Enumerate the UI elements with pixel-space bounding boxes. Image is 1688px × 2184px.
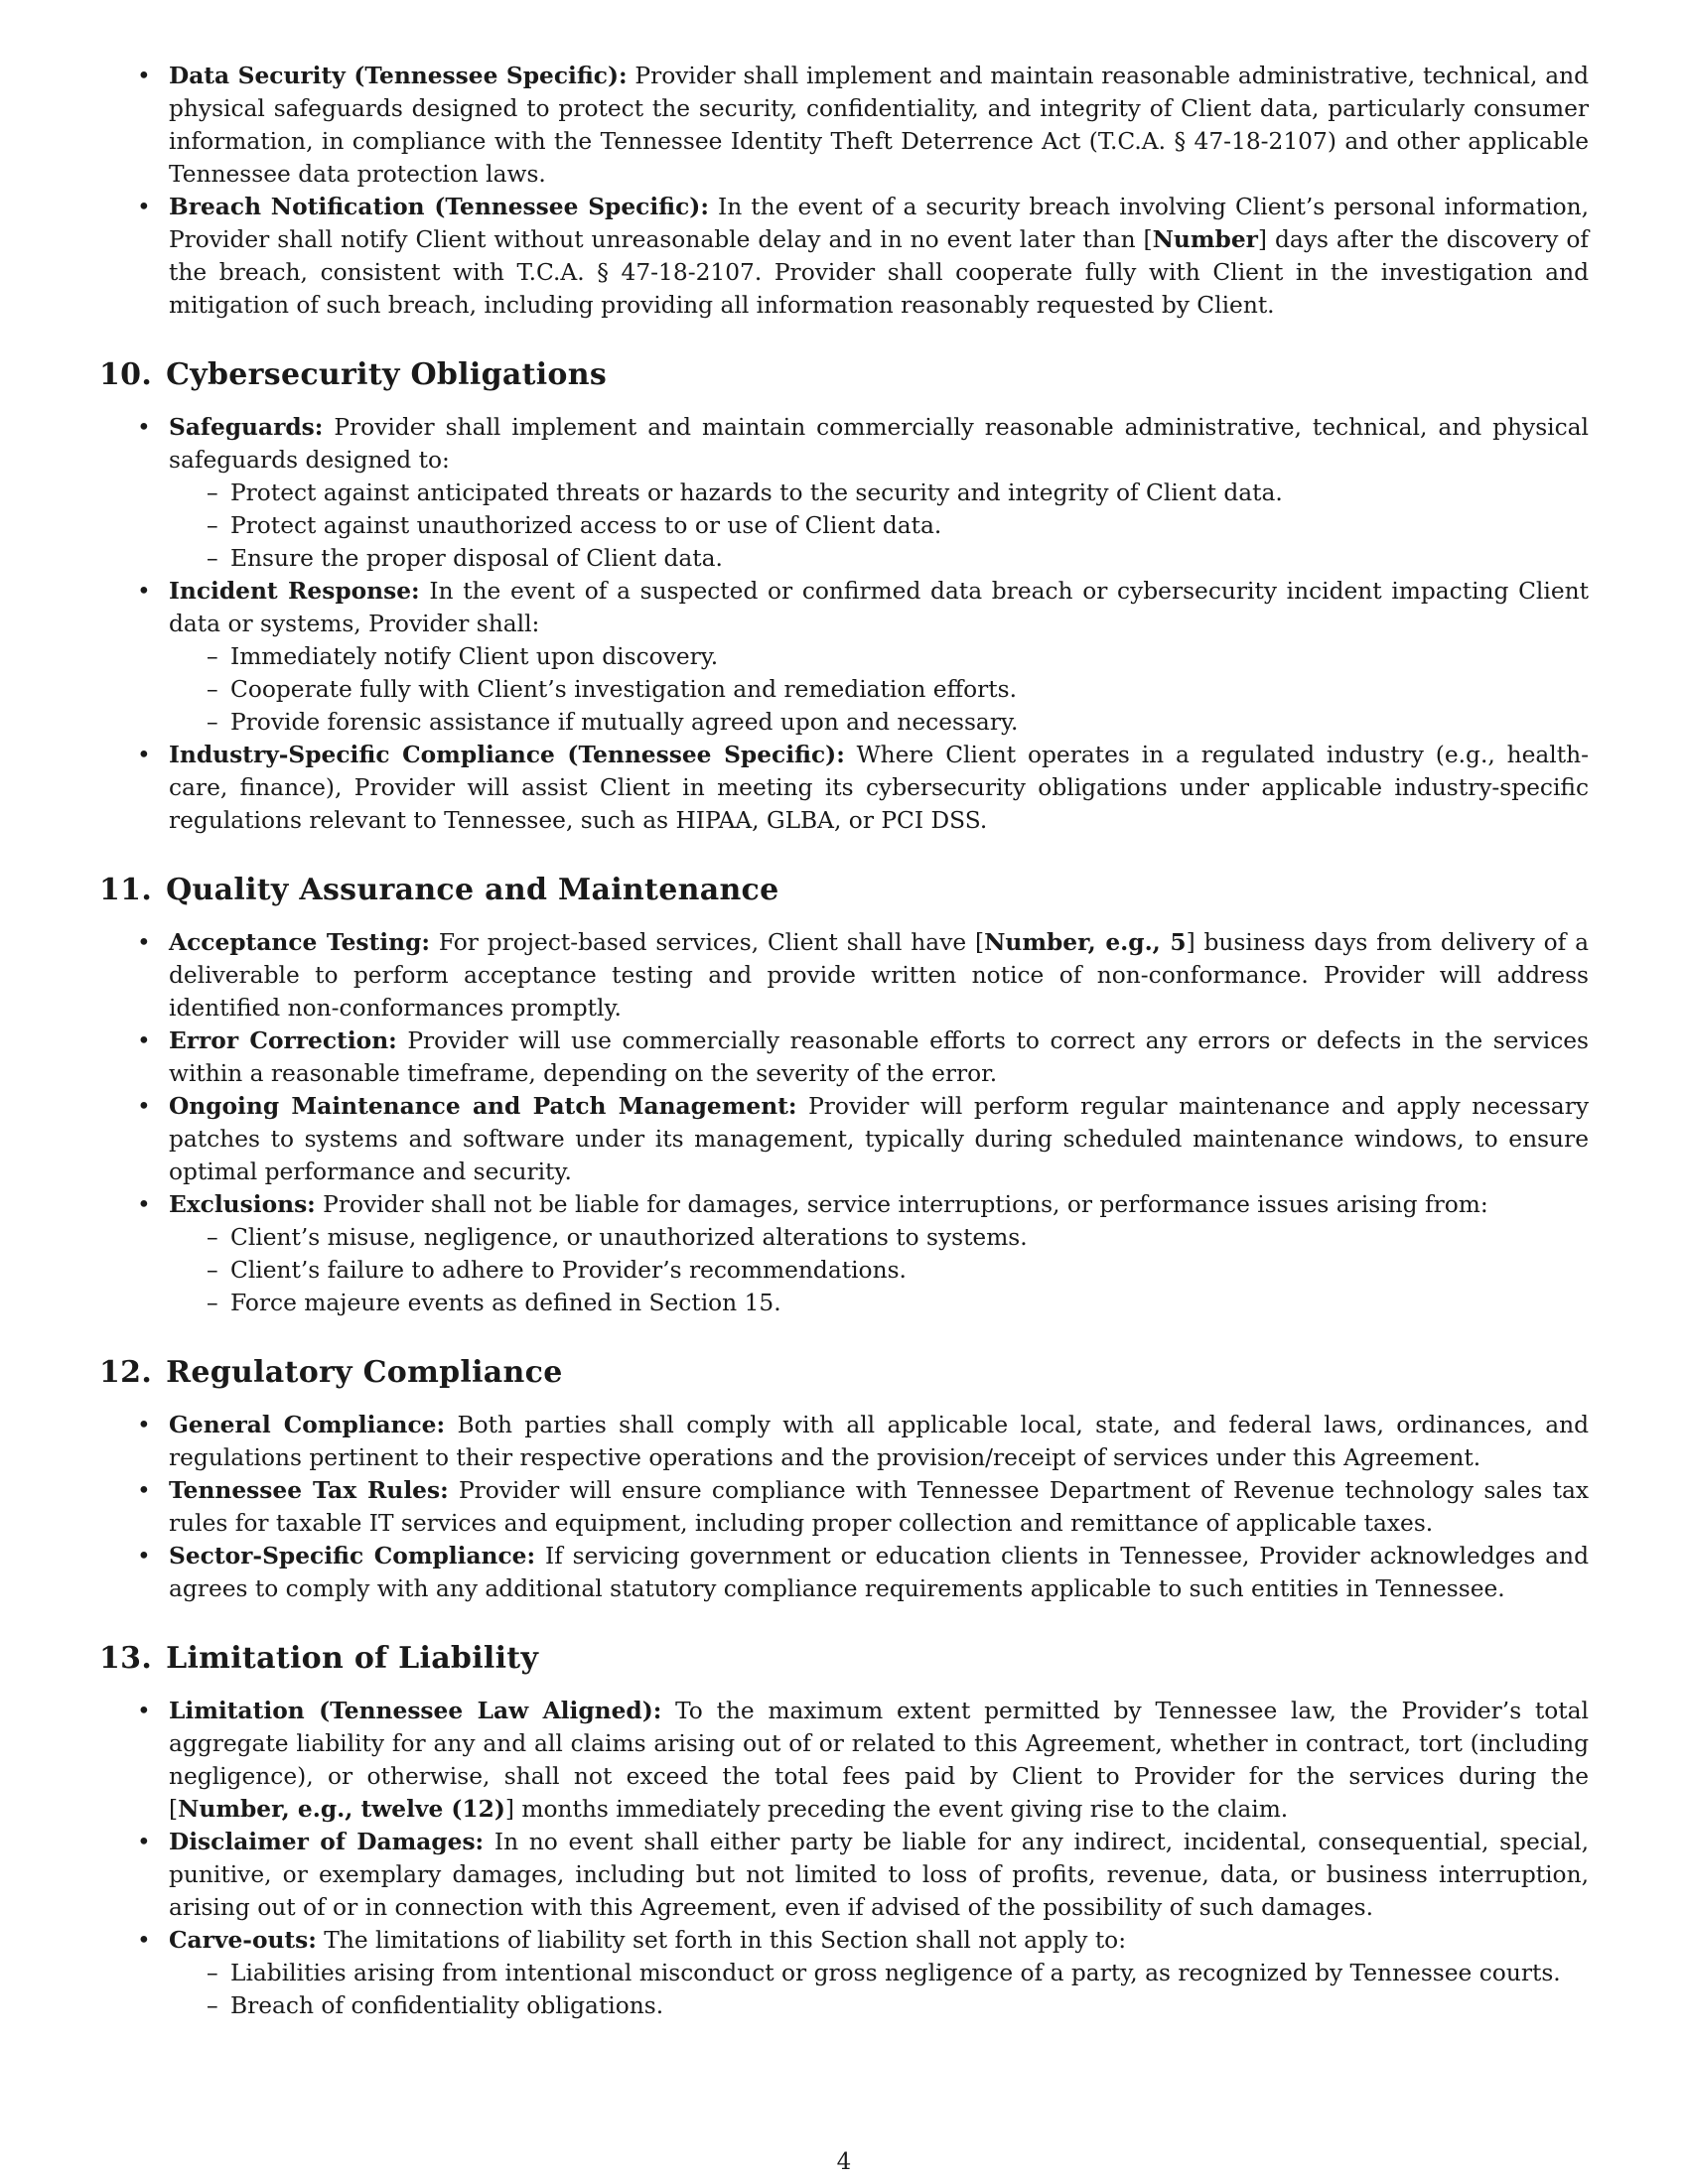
sub-list [169, 1957, 1589, 2022]
item-text: Provider shall implement and maintain commercially reasonable administrative, technical, and physical safeguards designed to: [169, 414, 1589, 474]
section-heading-12 [99, 1355, 1589, 1391]
sub-list [169, 1221, 1589, 1319]
list-item [99, 1024, 1589, 1090]
item-label: Acceptance Testing: [169, 929, 430, 956]
item-label: Industry-Specific Compliance (Tennessee Specific): [169, 742, 845, 768]
section-title: Limitation of Liability [166, 1641, 539, 1676]
section-heading-10 [99, 357, 1589, 393]
item-label: Limitation (Tennessee Law Aligned): [169, 1698, 662, 1724]
list-item [99, 575, 1589, 739]
list-item [99, 1695, 1589, 1826]
section-number: 11. [99, 873, 153, 907]
sub-item: – Breach of confidentiality obligations. [169, 1989, 1589, 2022]
intro-list [99, 60, 1589, 322]
placeholder-number: Number, e.g., 5 [984, 929, 1187, 956]
sub-item: – Cooperate fully with Client’s investigation and remediation efforts. [169, 673, 1589, 706]
item-text: In no event shall either party be liable for any indirect, incidental, consequential, special, punitive, or exemplary damages, including but not limited to loss of profits, revenue, data, or business interruption, arising out of or in connection with this Agreement, even if advised of the possibility of such damages. [169, 1829, 1589, 1921]
item-text: In the event of a security breach involving Client’s personal information, Provider shall notify Client without unreasonable delay and in no event later than [ [169, 194, 1590, 253]
item-label: Ongoing Maintenance and Patch Management: [169, 1093, 797, 1120]
section-title: Regulatory Compliance [166, 1355, 563, 1390]
item-text: To the maximum extent permitted by Tennessee law, the Provider’s total aggregate liability for any and all claims arising out of or related to this Agreement, whether in contract, tort (including negligence), or otherwise, shall not exceed the total fees paid by Client to Provider for the services during the [ [169, 1698, 1589, 1823]
item-label: General Compliance: [169, 1412, 446, 1438]
sub-item: – Liabilities arising from intentional misconduct or gross negligence of a party, as recognized by Tennessee courts. [169, 1957, 1589, 1989]
item-text: Provider shall implement and maintain reasonable administrative, technical, and physical safeguards designed to protect the security, confidentiality, and integrity of Client data, particularly consumer information, in compliance with the Tennessee Identity Theft Deterrence Act (T.C.A. § 47-18-2107) and other applicable Tennessee data protection laws. [169, 63, 1590, 188]
section-title: Quality Assurance and Maintenance [166, 873, 779, 907]
list-item [99, 1924, 1589, 2022]
sub-item: – Protect against anticipated threats or hazards to the security and integrity of Client data. [169, 477, 1589, 509]
item-text: In the event of a suspected or confirmed data breach or cybersecurity incident impacting Client data or systems, Provider shall: [169, 578, 1589, 637]
item-label: Disclaimer of Damages: [169, 1829, 485, 1855]
placeholder-number: Number, e.g., twelve (12) [178, 1796, 505, 1823]
list-item [99, 1540, 1589, 1605]
section-title: Cybersecurity Obligations [166, 357, 608, 392]
item-label: Exclusions: [169, 1191, 316, 1218]
item-text: For project-based services, Client shall have [ [429, 929, 985, 956]
item-label: Carve-outs: [169, 1927, 317, 1954]
item-text: ] days after the discovery of the breach, consistent with T.C.A. § 47-18-2107. Provider shall cooperate fully with Client in the investigation and mitigation of such breach, including providing all information reasonably requested by Client. [169, 226, 1589, 319]
section-number: 12. [99, 1355, 153, 1390]
section-10-list [99, 411, 1589, 837]
section-11-list [99, 926, 1589, 1319]
document-page [99, 60, 1589, 2022]
section-number: 13. [99, 1641, 153, 1676]
item-label: Breach Notification (Tennessee Specific): [169, 194, 709, 220]
section-12-list [99, 1409, 1589, 1605]
item-label: Incident Response: [169, 578, 420, 605]
list-item [99, 411, 1589, 575]
list-item [99, 60, 1589, 191]
item-text: ] business days from delivery of a deliverable to perform acceptance testing and provide written notice of non-conformance. Provider will address identified non-conformances promptly. [169, 929, 1589, 1022]
item-text: Provider will perform regular maintenance and apply necessary patches to systems and software under its management, typically during scheduled maintenance windows, to ensure optimal performance and security. [169, 1093, 1589, 1185]
item-label: Tennessee Tax Rules: [169, 1477, 449, 1504]
section-number: 10. [99, 357, 153, 392]
item-label: Safeguards: [169, 414, 324, 441]
sub-list [169, 640, 1589, 739]
list-item [99, 739, 1589, 837]
list-item [99, 1188, 1589, 1319]
section-heading-11 [99, 873, 1589, 908]
item-text: The limitations of liability set forth in this Section shall not apply to: [316, 1927, 1127, 1954]
list-item [99, 191, 1589, 322]
list-item [99, 926, 1589, 1024]
item-label: Sector-Specific Compliance: [169, 1543, 536, 1570]
sub-item: – Protect against unauthorized access to or use of Client data. [169, 509, 1589, 542]
item-text: Both parties shall comply with all applicable local, state, and federal laws, ordinances, and regulations pertinent to their respective operations and the provision/receipt of services under this Agreement. [169, 1412, 1590, 1471]
sub-item: – Provide forensic assistance if mutually agreed upon and necessary. [169, 706, 1589, 739]
placeholder-number: Number [1152, 226, 1258, 253]
item-text: Provider will ensure compliance with Tennessee Department of Revenue technology sales tax rules for taxable IT services and equipment, including proper collection and remittance of applicable taxes. [169, 1477, 1589, 1537]
sub-item: – Ensure the proper disposal of Client data. [169, 542, 1589, 575]
sub-item: – Force majeure events as defined in Section 15. [169, 1287, 1589, 1319]
section-13-list [99, 1695, 1589, 2022]
list-item [99, 1474, 1589, 1540]
item-text: If servicing government or education clients in Tennessee, Provider acknowledges and agrees to comply with any additional statutory compliance requirements applicable to such entities in Tennessee. [169, 1543, 1589, 1602]
sub-item: – Client’s failure to adhere to Provider’s recommendations. [169, 1254, 1589, 1287]
item-text: Where Client operates in a regulated industry (e.g., health-care, finance), Provider will assist Client in meeting its cybersecurity obligations under applicable industry-specific regulations relevant to Tennessee, such as HIPAA, GLBA, or PCI DSS. [169, 742, 1589, 834]
item-text: ] months immediately preceding the event giving rise to the claim. [504, 1796, 1289, 1823]
page-number: 4 [836, 2149, 852, 2175]
section-heading-13 [99, 1641, 1589, 1677]
list-item [99, 1826, 1589, 1924]
sub-list [169, 477, 1589, 575]
item-text: Provider will use commercially reasonable efforts to correct any errors or defects in the services within a reasonable timeframe, depending on the severity of the error. [169, 1027, 1589, 1087]
item-label: Data Security (Tennessee Specific): [169, 63, 628, 89]
list-item [99, 1409, 1589, 1474]
item-label: Error Correction: [169, 1027, 397, 1054]
list-item [99, 1090, 1589, 1188]
sub-item: – Client’s misuse, negligence, or unauthorized alterations to systems. [169, 1221, 1589, 1254]
item-text: Provider shall not be liable for damages, service interruptions, or performance issues arising from: [315, 1191, 1488, 1218]
sub-item: – Immediately notify Client upon discovery. [169, 640, 1589, 673]
